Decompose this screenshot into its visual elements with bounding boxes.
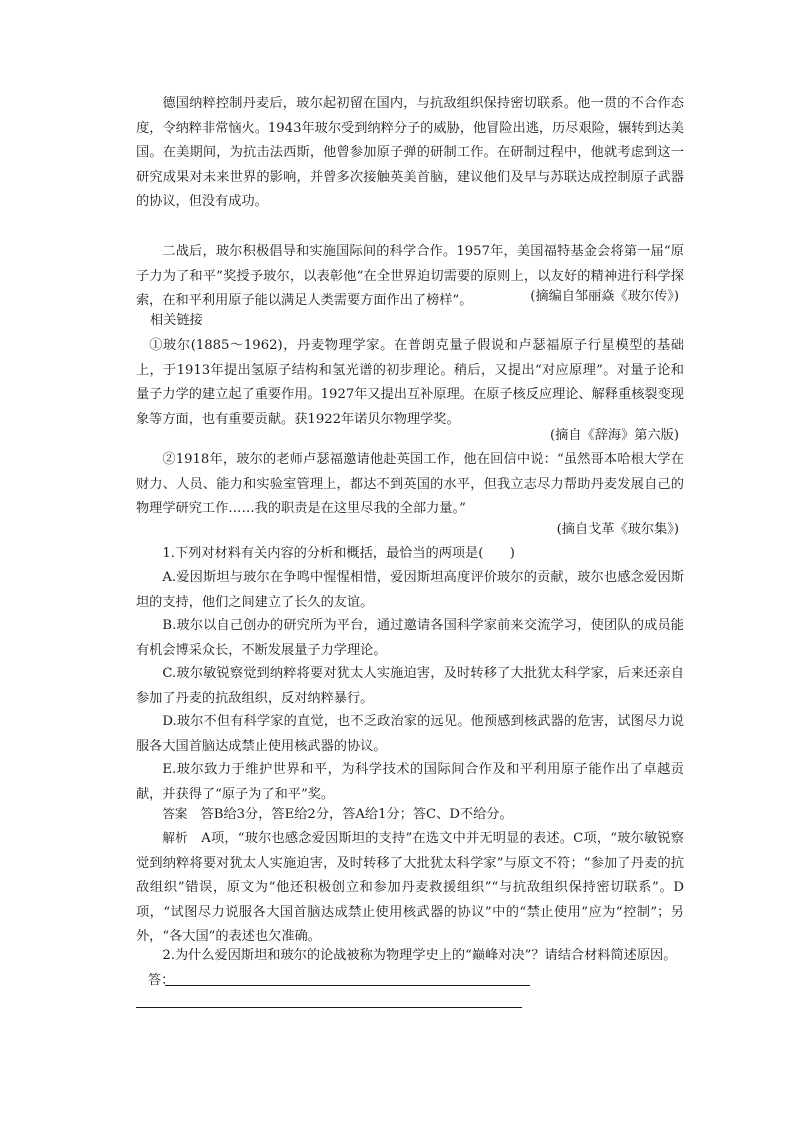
question-2-stem: 2.为什么爱因斯坦和玻尔的论战被称为物理学史上的“巅峰对决”？请结合材料简述原因。: [162, 948, 677, 963]
option-b: B.玻尔以自己创办的研究所为平台，通过邀请各国科学家前来交流学习，使团队的成员能有机会博采众长，不断发展量子力学理论。: [136, 618, 684, 658]
answer-text: 答B给3分，答E给2分，答A给1分；答C、D不给分。: [200, 807, 513, 822]
link-item-2: ②1918年，玻尔的老师卢瑟福邀请他赴英国工作，他在回信中说：“虽然哥本哈根大学在财力、人员、能力和实验室管理上，都达不到英国的水平，但我立志尽力帮助丹麦发展自己的物理学研究工作……我的职责是在这里尽我的全部力量。”: [136, 452, 684, 517]
answer-label: 答案: [162, 806, 188, 821]
passage-source: (摘编自邹丽焱《玻尔传》): [530, 289, 679, 304]
option-a: A.爱因斯坦与玻尔在争鸣中惺惺相惜，爱因斯坦高度评价玻尔的贡献，玻尔也感念爱因斯坦的支持，他们之间建立了长久的友谊。: [136, 570, 684, 610]
option-d: D.玻尔不但有科学家的直觉，也不乏政治家的远见。他预感到核武器的危害，试图尽力说服各大国首脑达成禁止使用核武器的协议。: [136, 714, 684, 754]
passage-paragraph-1: 德国纳粹控制丹麦后，玻尔起初留在国内，与抗敌组织保持密切联系。他一贯的不合作态度，令纳粹非常恼火。1943年玻尔受到纳粹分子的威胁，他冒险出逃，历尽艰险，辗转到达美国。在美期间，为抗击法西斯，他曾参加原子弹的研制工作。在研制过程中，他就考虑到这一研究成果对未来世界的影响，并曾多次接触英美首脑，建议他们及早与苏联达成控制原子武器的协议，但没有成功。: [136, 96, 684, 210]
link-1-source: (摘自《辞海》第六版): [550, 428, 679, 443]
analysis-text: A项，“玻尔也感念爱因斯坦的支持”在选文中并无明显的表述。C项，“玻尔敏锐察觉到纳粹将要对犹太人实施迫害，及时转移了大批犹太科学家”与原文不符；“参加了丹麦的抗敌组织”错误，原文为“他还积极创立和参加丹麦救援组织”“与抗敌组织保持密切联系”。D项，“试图尽力说服各大国首脑达成禁止使用核武器的协议”中的“禁止使用”应为“控制”；另外，“各大国”的表述也欠准确。: [136, 831, 684, 945]
option-e: E.玻尔致力于维护世界和平，为科学技术的国际间合作及和平利用原子能作出了卓越贡献，并获得了“原子为了和平”奖。: [136, 762, 684, 802]
answer-prefix: 答：: [148, 973, 175, 988]
link-2-source: (摘自戈革《玻尔集》): [556, 522, 679, 537]
link-item-1: ①玻尔(1885～1962)，丹麦物理学家。在普朗克量子假说和卢瑟福原子行星模型的基础上，于1913年提出氢原子结构和氢光谱的初步理论。稍后，又提出“对应原理”。对量子论和量子力学的建立起了重要作用。1927年又提出互补原理。在原子核反应理论、解释重核裂变现象等方面，也有重要贡献。获1922年诺贝尔物理学奖。: [136, 338, 684, 427]
answer-blank-line-2[interactable]: [136, 1007, 522, 1008]
analysis-paragraph: [136, 826, 684, 950]
question-1-stem: 1.下列对材料有关内容的分析和概括，最恰当的两项是( ): [162, 546, 515, 561]
answer-line: [136, 802, 684, 828]
related-links-heading: 相关链接: [150, 313, 203, 328]
passage-paragraph-2: 二战后，玻尔积极倡导和实施国际间的科学合作。1957年，美国福特基金会将第一届“原子力为了和平”奖授予玻尔，以表彰他“在全世界迫切需要的原则上，以友好的精神进行科学探索，在和平利用原子能以满足人类需要方面作出了榜样”。: [136, 244, 684, 309]
analysis-label: 解析: [162, 830, 188, 845]
answer-blank-line-1[interactable]: [165, 985, 530, 986]
option-c: C.玻尔敏锐察觉到纳粹将要对犹太人实施迫害，及时转移了大批犹太科学家，后来还亲自参加了丹麦的抗敌组织，反对纳粹暴行。: [136, 666, 684, 706]
